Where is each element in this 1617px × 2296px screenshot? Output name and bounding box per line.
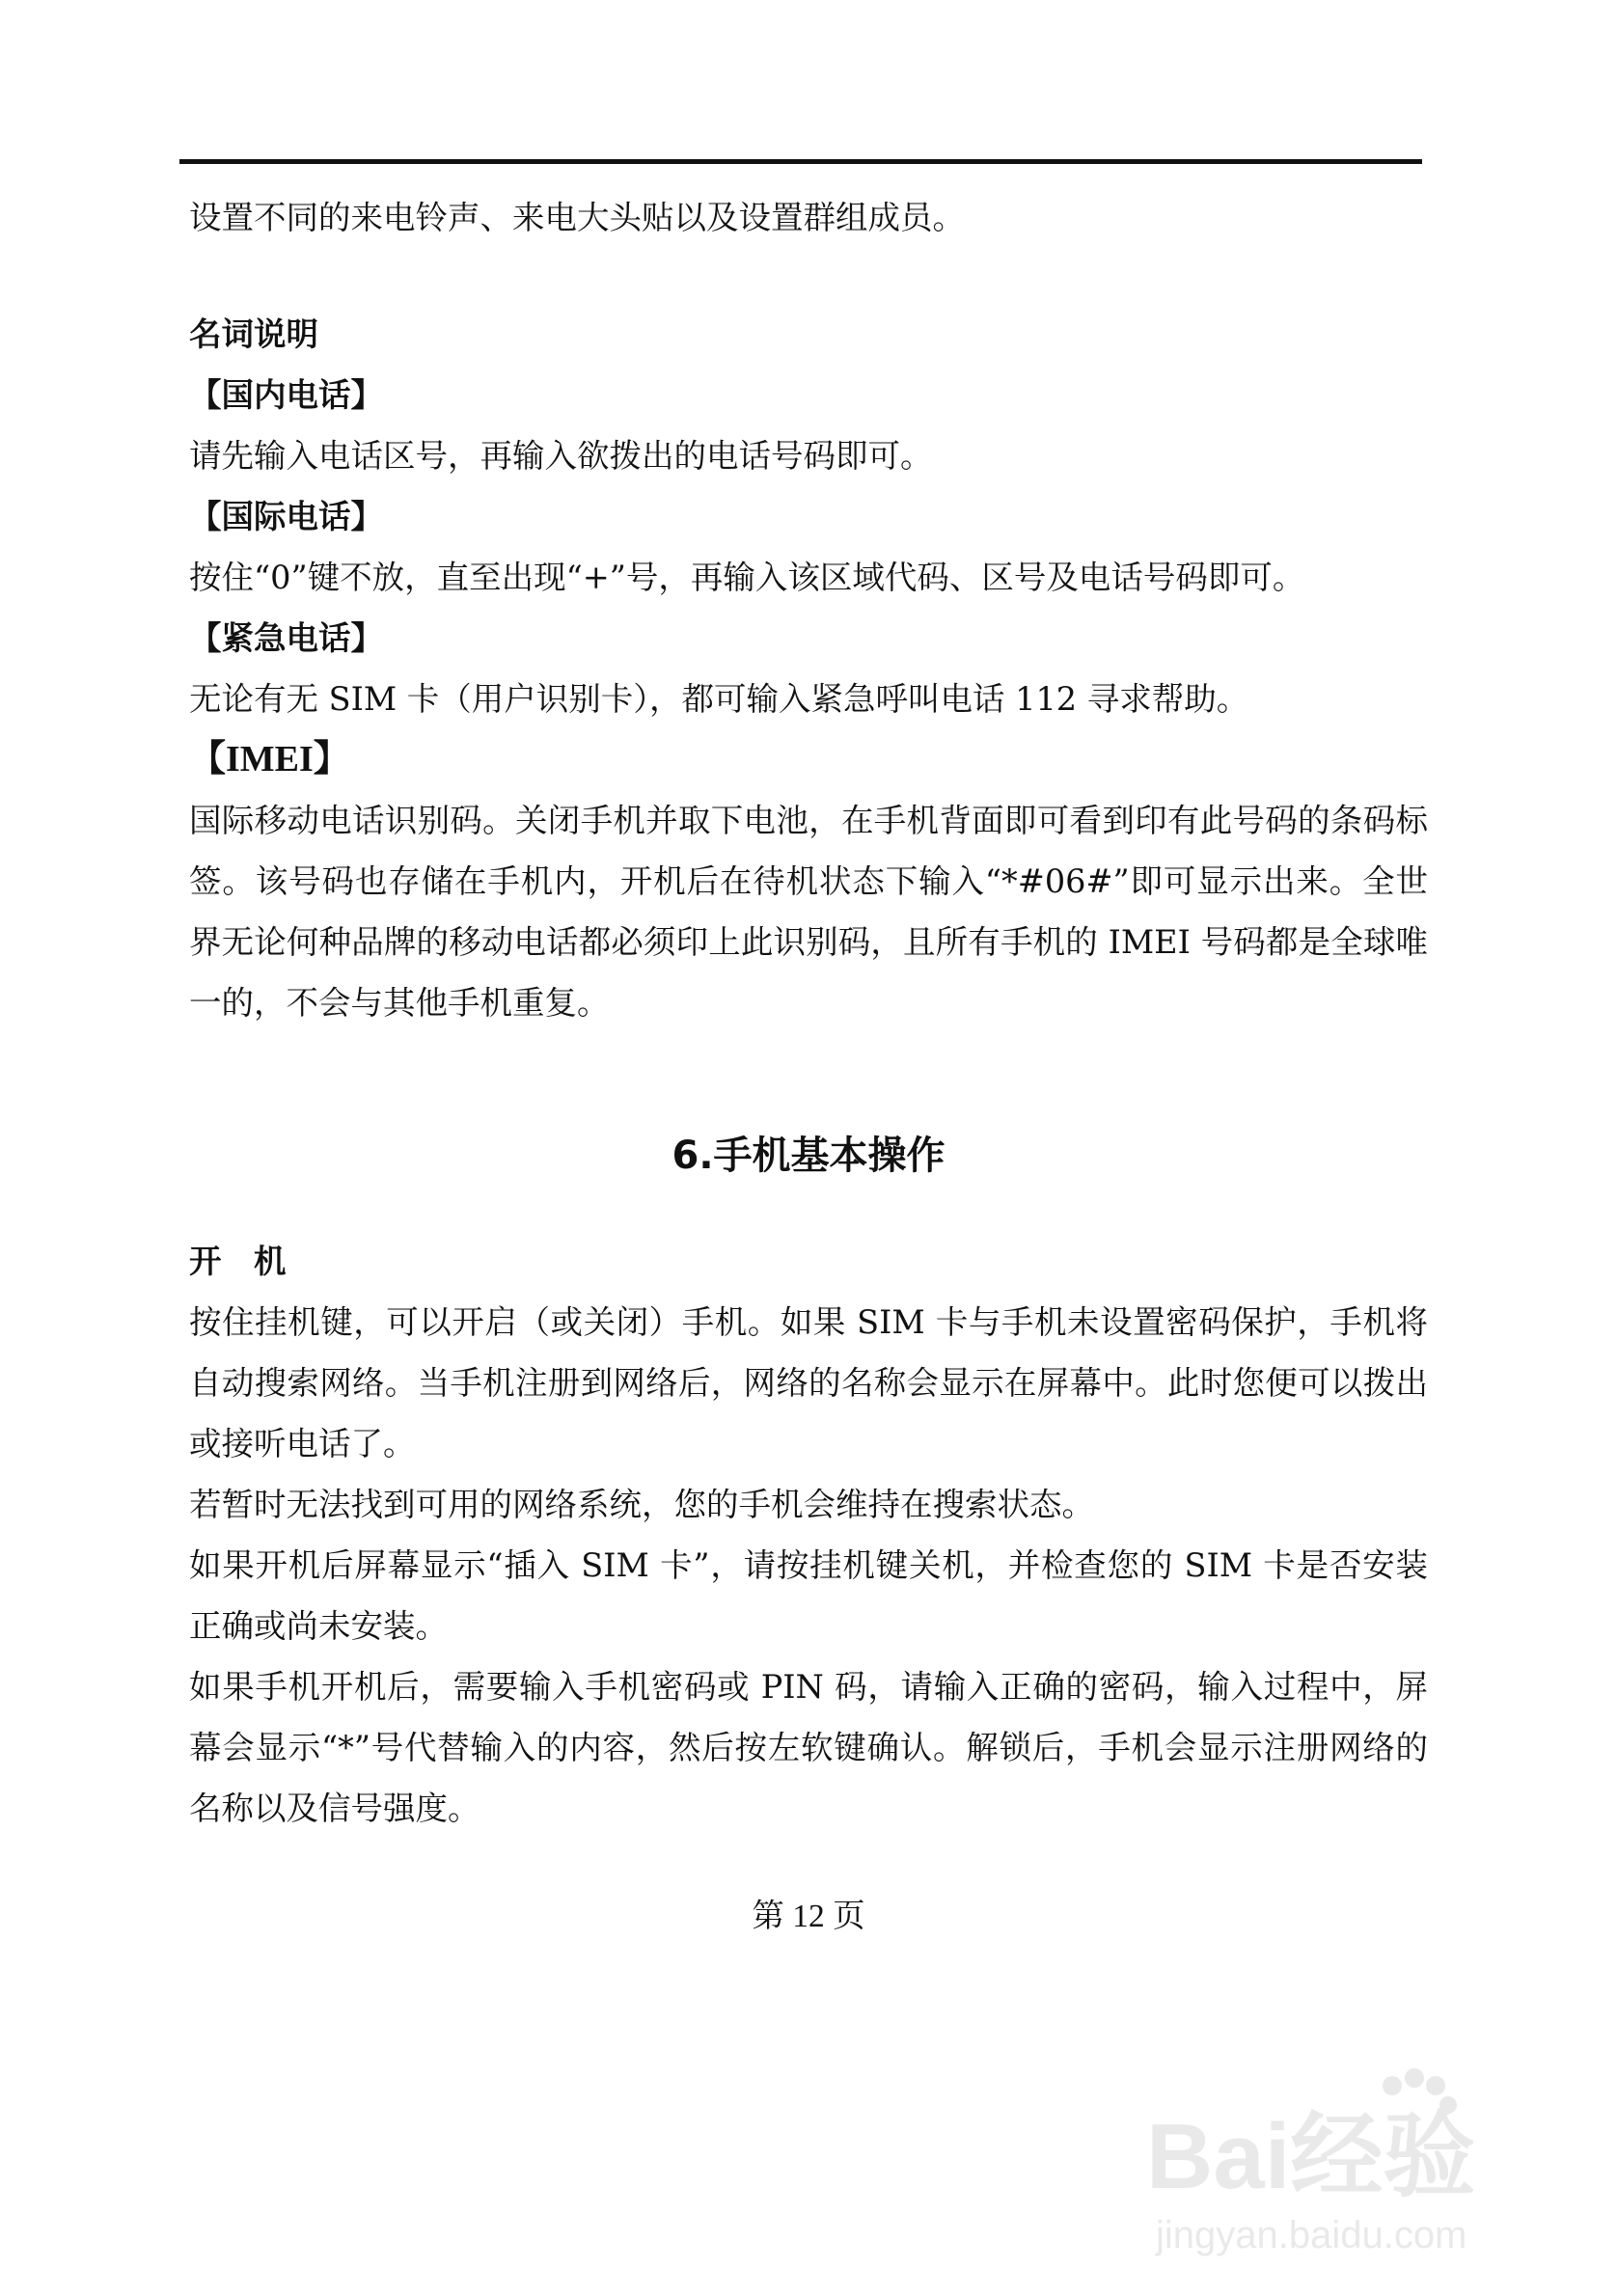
watermark-url: jingyan.baidu.com [1156,2214,1467,2256]
glossary-heading: 名词说明 [189,315,318,353]
section-paragraph: 如果手机开机后，需要输入手机密码或 PIN 码，请输入正确的密码，输入过程中，屏幕会显示“*”号代替输入的内容，然后按左软键确认。解锁后，手机会显示注册网络的名称以及信号强度。 [189,1668,1428,1827]
term-imei-label: 【IMEI】 [189,739,350,779]
page-number: 第 12 页 [752,1899,865,1934]
intro-line: 设置不同的来电铃声、来电大头贴以及设置群组成员。 [189,199,965,236]
section-paragraph: 若暂时无法找到可用的网络系统，您的手机会维持在搜索状态。 [189,1486,1094,1523]
term-domestic-label: 【国内电话】 [189,376,383,414]
section-paragraph: 按住挂机键，可以开启（或关闭）手机。如果 SIM 卡与手机未设置密码保护，手机将自动搜索网络。当手机注册到网络后，网络的名称会显示在屏幕中。此时您便可以拨出或接听电话了。 [189,1303,1428,1462]
term-imei-text: 国际移动电话识别码。关闭手机并取下电池，在手机背面即可看到印有此号码的条码标签。该号码也存储在手机内，开机后在待机状态下输入“*#06#”即可显示出来。全世界无论何种品牌的移动电话都必须印上此识别码，且所有手机的 IMEI 号码都是全球唯一的，不会与其他手机重复。 [189,802,1428,1022]
page-body [189,187,1428,1839]
watermark-logo [1146,2064,1551,2257]
section-title: 6.手机基本操作 [671,1134,946,1178]
section-paragraph: 如果开机后屏幕显示“插入 SIM 卡”，请按挂机键关机，并检查您的 SIM 卡是否安装正确或尚未安装。 [189,1546,1428,1645]
term-international-text: 按住“0”键不放，直至出现“+”号，再输入该区域代码、区号及电话号码即可。 [189,559,1305,596]
header-rule [179,159,1422,164]
term-domestic-text: 请先输入电话区号，再输入欲拨出的电话号码即可。 [189,437,933,475]
section-subheading: 开 机 [189,1243,287,1280]
term-international-label: 【国际电话】 [189,498,383,535]
watermark-brand: Bai经验 [1146,2105,1476,2208]
term-emergency-label: 【紧急电话】 [189,619,383,657]
term-emergency-text: 无论有无 SIM 卡（用户识别卡），都可输入紧急呼叫电话 112 寻求帮助。 [189,680,1249,718]
